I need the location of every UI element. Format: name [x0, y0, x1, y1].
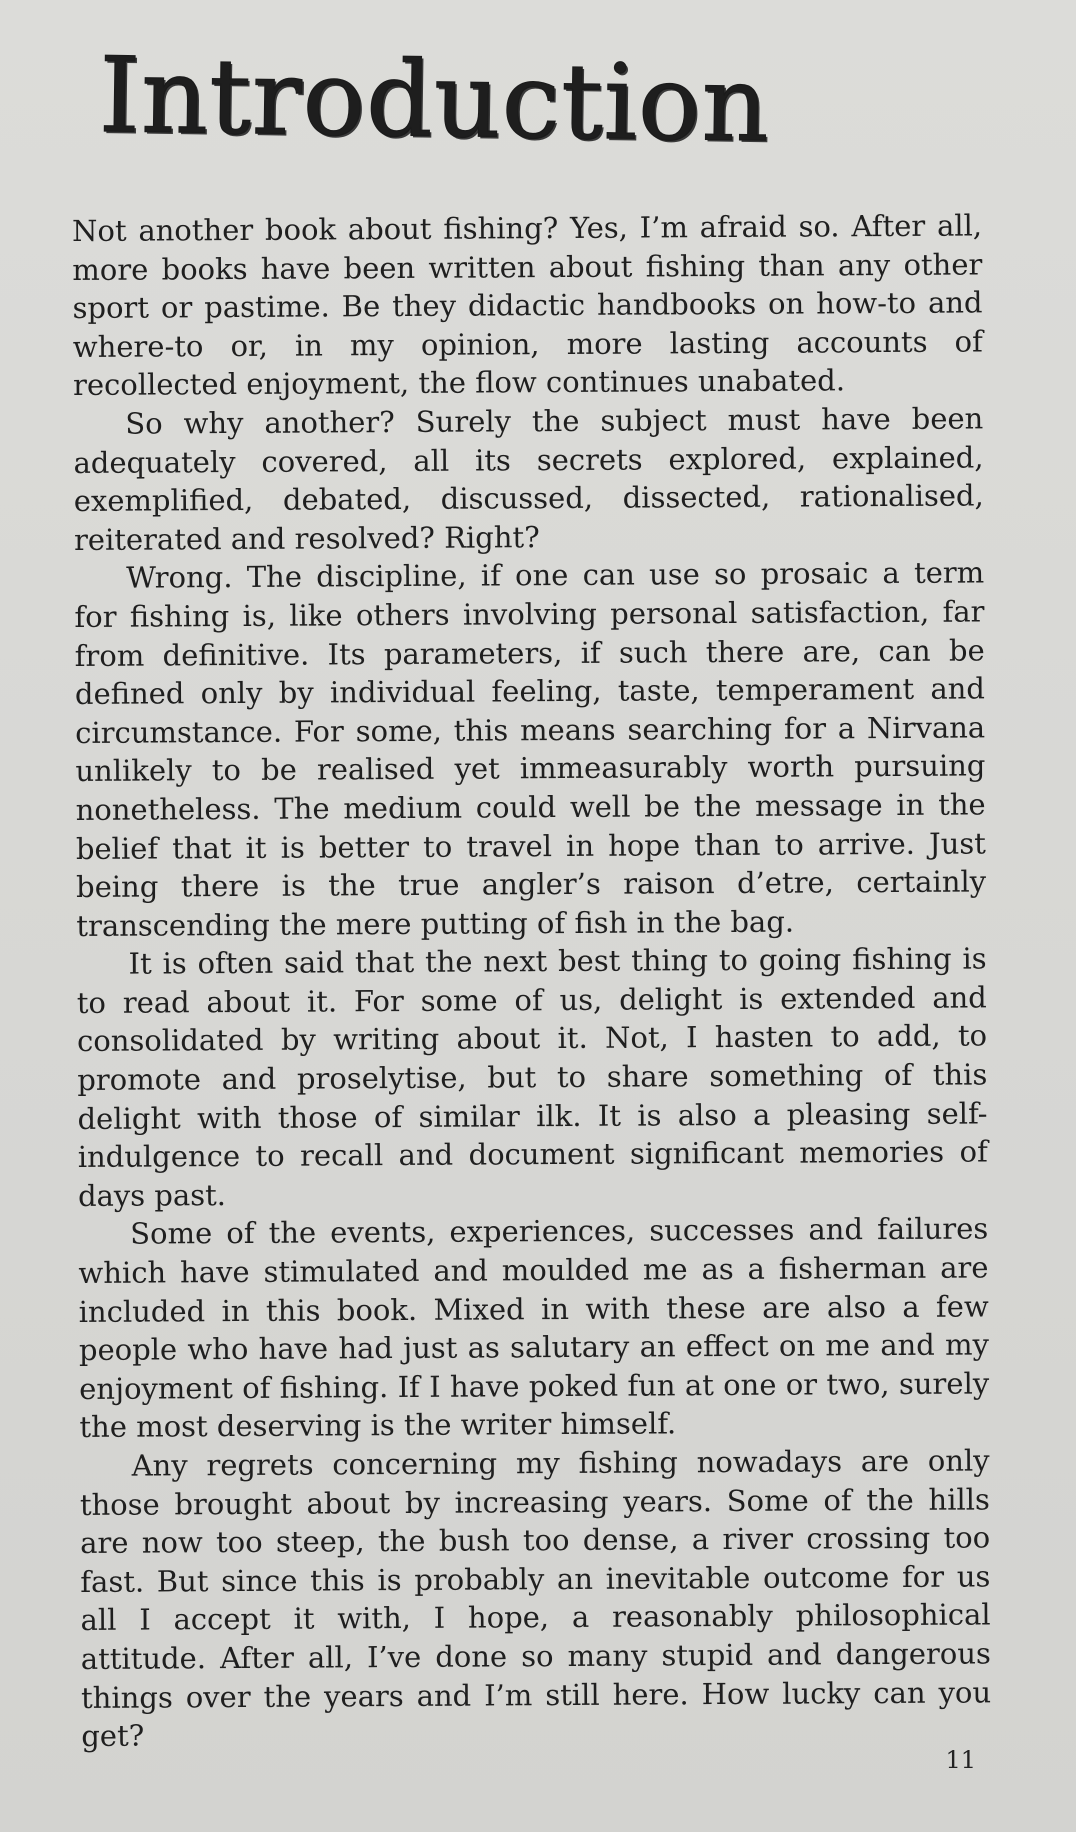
chapter-title: Introduction	[98, 34, 771, 166]
paragraph-3: Wrong. The discipline, if one can use so prosaic a term for fishing is, like others involving personal satisfaction, far from definitive. Its parameters, if such there are, can be defined only by individual feeling, taste, temperament and circumstance. For some, this means searching for a Nirvana unlikely to be realised yet immeasurably worth pursuing nonetheless. The medium could well be the message in the belief that it is better to travel in hope than to arrive. Just being there is the true angler’s raison d’etre, certainly transcending the mere putting of fish in the bag.	[74, 555, 987, 943]
paragraph-6: Any regrets concerning my fishing nowadays are only those brought about by increasing years. Some of the hills are now too steep, the bush too dense, a river crossing too fast. But since this is probably an inevitable outcome for us all I accept it with, I hope, a reasonably philosophical attitude. After all, I’ve done so many stupid and dangerous things over the years and I’m still here. How lucky can you get?	[79, 1443, 992, 1754]
paragraph-5: Some of the events, experiences, successes and failures which have stimulated and moulded me as a fisherman are included in this book. Mixed in with these are also a few people who have had just as salutary an effect on me and my enjoyment of fishing. If I have poked fun at one or two, surely the most deserving is the writer himself.	[78, 1211, 990, 1445]
page-number: 11	[945, 1746, 976, 1774]
paragraph-1: Not another book about fishing? Yes, I’m afraid so. After all, more books have been written about fishing than any other sport or pastime. Be they didactic handbooks on how-to and where-to or, in my opinion, more lasting accounts of recollected enjoyment, the flow continues unabated.	[72, 208, 983, 403]
paragraph-4: It is often said that the next best thing to going fishing is to read about it. For some of us, delight is extended and consolidated by writing about it. Not, I hasten to add, to promote and proselytise, but to share something of this delight with those of similar ilk. It is also a pleasing self-indulgence to recall and document significant memories of days past.	[76, 941, 988, 1213]
body-text	[72, 206, 991, 1755]
paragraph-2: So why another? Surely the subject must have been adequately covered, all its secrets explored, explained, exemplified, debated, discussed, dissected, rationalised, reiterated and resolved? Right?	[73, 401, 984, 557]
